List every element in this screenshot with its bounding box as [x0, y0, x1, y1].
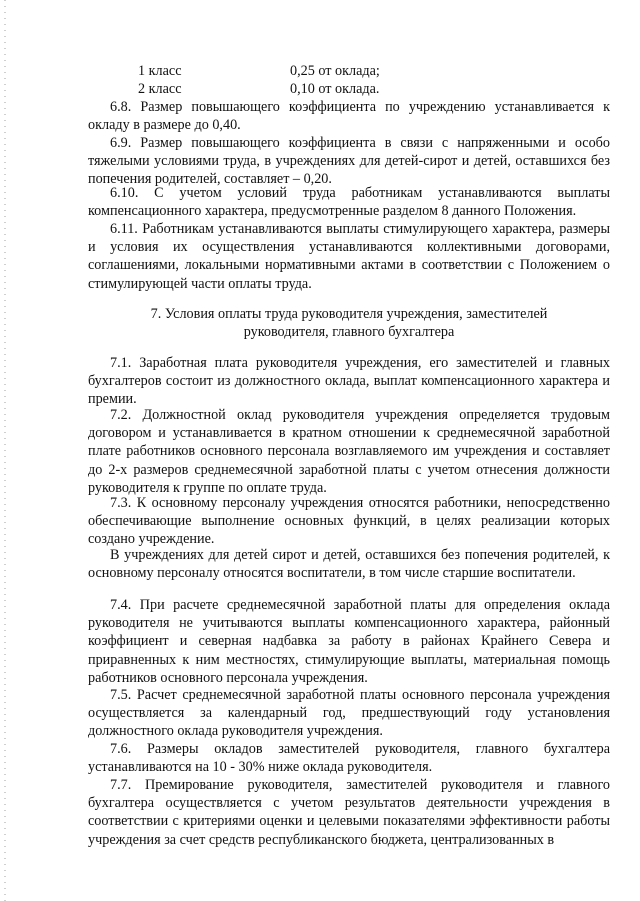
- paragraph-7-1: 7.1. Заработная плата руководителя учреждения, его заместителей и главных бухгалтеров состоит из должностного оклада, выплат компенсационного характера и премии.: [88, 355, 610, 408]
- paragraph-7-3: 7.3. К основному персоналу учреждения относятся работники, непосредственно обеспечивающие выполнение основных функций, в целях реализации которых создано учреждение.: [88, 495, 610, 548]
- paragraph-7-2: 7.2. Должностной оклад руководителя учреждения определяется трудовым договором и устанавливается в кратном отношении к среднемесячной заработной плате работников основного персонала возглавляемого им учреждения и составляет до 2-х размеров среднемесячной заработной платы с учетом отнесения должности руководителя к группе по оплате труда.: [88, 407, 610, 496]
- section-heading-line: руководителя, главного бухгалтера: [243, 324, 455, 341]
- paragraph-6-11: 6.11. Работникам устанавливаются выплаты стимулирующего характера, размеры и условия их осуществления устанавливаются коллективными договорами, соглашениями, локальными нормативными актами в соответствии с Положением о стимулирующей части оплаты труда.: [88, 221, 610, 292]
- paragraph-7-5: 7.5. Расчет среднемесячной заработной платы основного персонала учреждения осуществляется за календарный год, предшествующий году установления должностного оклада руководителя учреждения.: [88, 687, 610, 740]
- paragraph-7-4: 7.4. При расчете среднемесячной заработной платы для определения оклада руководителя не учитываются выплаты компенсационного характера, районный коэффициент и северная надбавка за работу в районах Крайнего Севера и приравненных к ним местностях, стимулирующие выплаты, материальная помощь работников основного персонала учреждения.: [88, 597, 610, 686]
- class-value: 0,25 от оклада;: [290, 63, 380, 79]
- paragraph-orphans: В учреждениях для детей сирот и детей, оставшихся без попечения родителей, к основному персоналу относятся воспитатели, в том числе старшие воспитатели.: [88, 547, 610, 582]
- section-heading: [88, 305, 610, 341]
- paragraph-6-8: 6.8. Размер повышающего коэффициента по учреждению устанавливается к окладу в размере до 0,40.: [88, 99, 610, 134]
- paragraph-7-6: 7.6. Размеры окладов заместителей руководителя, главного бухгалтера устанавливаются на 10 - 30% ниже оклада руководителя.: [88, 741, 610, 776]
- class-value: 0,10 от оклада.: [290, 81, 380, 97]
- class-label: 1 класс: [138, 63, 182, 79]
- scan-margin-artifact: [4, 0, 6, 901]
- paragraph-6-9: 6.9. Размер повышающего коэффициента в связи с напряженными и особо тяжелыми условиями труда, в учреждениях для детей-сирот и детей, оставшихся без попечения родителей, составляет – 0,20.: [88, 135, 610, 188]
- class-label: 2 класс: [138, 81, 182, 97]
- section-heading-line: 7. Условия оплаты труда руководителя учреждения, заместителей: [150, 306, 548, 322]
- paragraph-6-10: 6.10. С учетом условий труда работникам устанавливаются выплаты компенсационного характера, предусмотренные разделом 8 данного Положения.: [88, 185, 610, 220]
- paragraph-7-7: 7.7. Премирование руководителя, заместителей руководителя и главного бухгалтера осуществляется с учетом результатов деятельности учреждения в соответствии с критериями оценки и целевыми показателями эффективности работы учреждения за счет средств республиканского бюджета, централизованных в: [88, 777, 610, 848]
